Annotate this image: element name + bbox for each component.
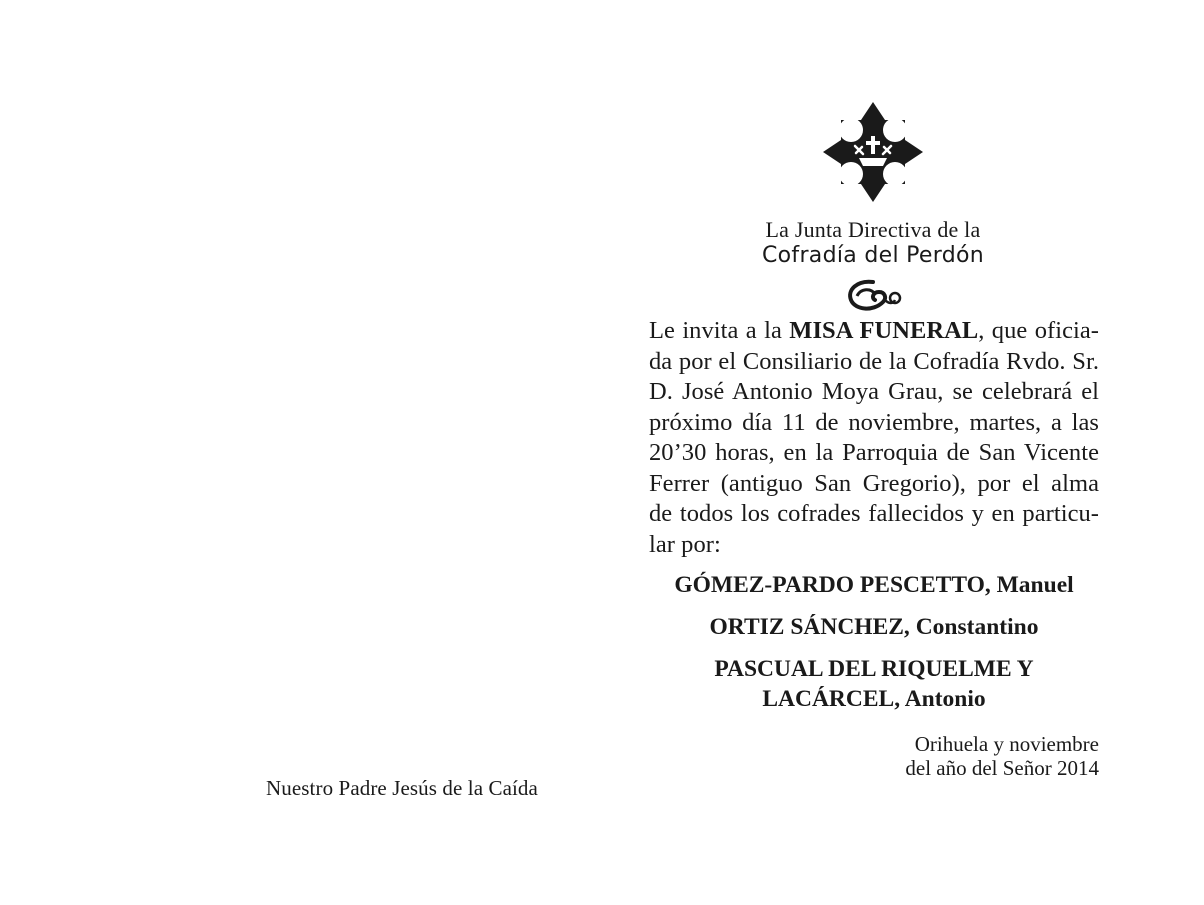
deceased-name: [649, 612, 1099, 642]
closing-line: Orihuela y noviembre: [914, 732, 1099, 756]
left-caption: Nuestro Padre Jesús de la Caída: [266, 776, 538, 800]
deceased-given-name: Antonio: [904, 686, 986, 712]
header-cofradia: Cofradía del Perdón: [762, 243, 984, 268]
invitation-panel: [649, 100, 1099, 780]
invitation-line: de todos los cofrades fallecidos y en particu-: [649, 500, 1099, 527]
deceased-names-list: [649, 570, 1099, 714]
invitation-line: D. José Antonio Moya Grau, se celebrará el: [649, 378, 1099, 405]
deceased-surname: ORTIZ SÁNCHEZ,: [709, 614, 916, 640]
deceased-surname: PASCUAL DEL RIQUELME Y: [714, 656, 1034, 682]
closing-line: del año del Señor 2014: [905, 756, 1099, 780]
deceased-given-name: Constantino: [915, 614, 1039, 640]
invitation-line: [649, 316, 1099, 347]
cross-crown-emblem-icon: [821, 100, 925, 204]
invitation-text-segment: Le invita a la: [649, 317, 790, 344]
invitation-line: da por el Consiliario de la Cofradía Rvdo. Sr.: [649, 347, 1099, 375]
deceased-name: [649, 654, 1099, 714]
closing-place-date: [649, 732, 1099, 780]
deceased-name: [649, 570, 1099, 600]
header-junta: La Junta Directiva de la: [765, 217, 981, 242]
invitation-text-segment: , que oficia-: [978, 317, 1099, 344]
invitation-text: [649, 316, 1099, 560]
invitation-line: Ferrer (antiguo San Gregorio), por el alma: [649, 469, 1099, 497]
invitation-line: 20’30 horas, en la Parroquia de San Vicente: [649, 439, 1099, 466]
misa-funeral-emphasis: MISA FUNERAL: [789, 317, 979, 344]
deceased-given-name: Manuel: [996, 572, 1074, 598]
deceased-surname: LACÁRCEL,: [762, 686, 905, 712]
deceased-surname: GÓMEZ-PARDO PESCETTO,: [674, 572, 997, 598]
invitation-line: próximo día 11 de noviembre, martes, a las: [649, 408, 1099, 436]
emblem-container: [647, 100, 1099, 209]
scroll-ornament-icon: [843, 278, 905, 314]
ornament-container: [649, 278, 1099, 314]
invitation-line: lar por:: [649, 530, 721, 558]
